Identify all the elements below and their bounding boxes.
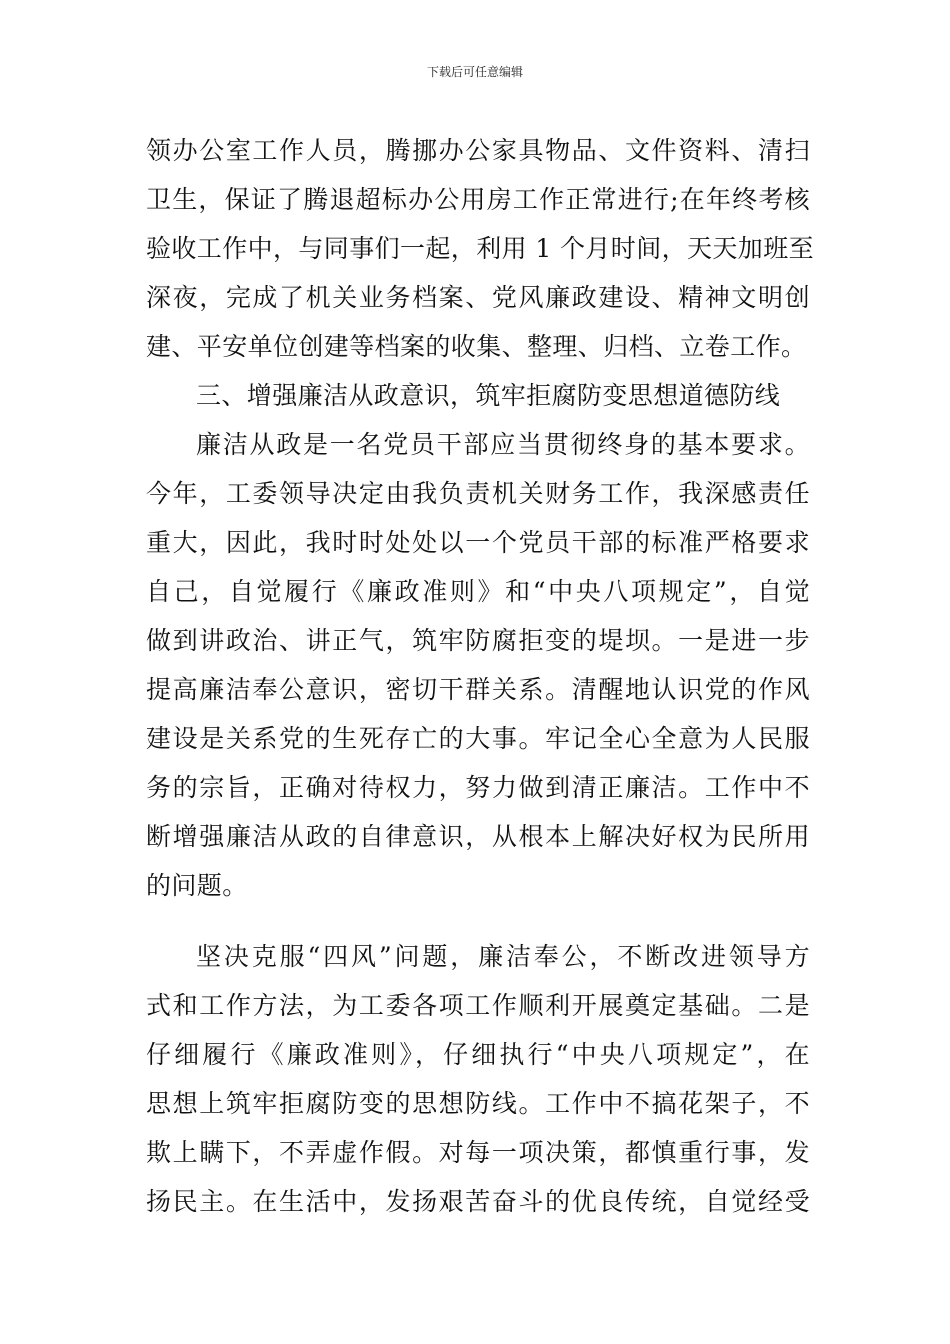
text-line: 验收工作中，与同事们一起，利用 1 个月时间，天天加班至	[146, 234, 815, 263]
text-line: 建、平安单位创建等档案的收集、整理、归档、立卷工作。	[146, 332, 807, 361]
text-line: 自己，自觉履行《廉政准则》和“中央八项规定”，自觉	[146, 577, 810, 606]
text-line: 重大，因此，我时时处处以一个党员干部的标准严格要求	[146, 528, 810, 557]
text-line: 欺上瞒下，不弄虚作假。对每一项决策，都慎重行事，发	[146, 1138, 810, 1167]
paragraph-3	[146, 420, 810, 910]
page-header: 下载后可任意编辑	[426, 65, 523, 79]
text-line: 仔细履行《廉政准则》，仔细执行“中央八项规定”，在	[146, 1040, 810, 1069]
text-line: 廉洁从政是一名党员干部应当贯彻终身的基本要求。	[196, 430, 810, 459]
text-line: 领办公室工作人员，腾挪办公家具物品、文件资料、清扫	[146, 136, 810, 165]
paragraph-gap	[146, 910, 810, 932]
text-line: 深夜，完成了机关业务档案、党风廉政建设、精神文明创	[146, 283, 810, 312]
text-line: 思想上筑牢拒腐防变的思想防线。工作中不搞花架子，不	[146, 1089, 810, 1118]
text-line: 今年，工委领导决定由我负责机关财务工作，我深感责任	[146, 479, 810, 508]
paragraph-4	[146, 932, 810, 1226]
body-text	[146, 126, 815, 1226]
text-line: 做到讲政治、讲正气，筑牢防腐拒变的堤坝。一是进一步	[146, 626, 810, 655]
section-heading	[146, 371, 810, 420]
text-line: 卫生，保证了腾退超标办公用房工作正常进行;在年终考核	[146, 185, 810, 214]
text-line: 建设是关系党的生死存亡的大事。牢记全心全意为人民服	[146, 724, 810, 753]
text-line: 扬民主。在生活中，发扬艰苦奋斗的优良传统，自觉经受	[146, 1187, 810, 1216]
text-line: 三、增强廉洁从政意识，筑牢拒腐防变思想道德防线	[196, 381, 781, 410]
text-line: 坚决克服“四风”问题，廉洁奉公，不断改进领导方	[196, 942, 810, 971]
text-line: 务的宗旨，正确对待权力，努力做到清正廉洁。工作中不	[146, 773, 810, 802]
text-line: 断增强廉洁从政的自律意识，从根本上解决好权为民所用	[146, 822, 810, 851]
text-line: 的问题。	[146, 871, 248, 900]
text-line: 提高廉洁奉公意识，密切干群关系。清醒地认识党的作风	[146, 675, 810, 704]
text-line: 式和工作方法，为工委各项工作顺利开展奠定基础。二是	[146, 991, 810, 1020]
paragraph-1	[146, 126, 815, 371]
